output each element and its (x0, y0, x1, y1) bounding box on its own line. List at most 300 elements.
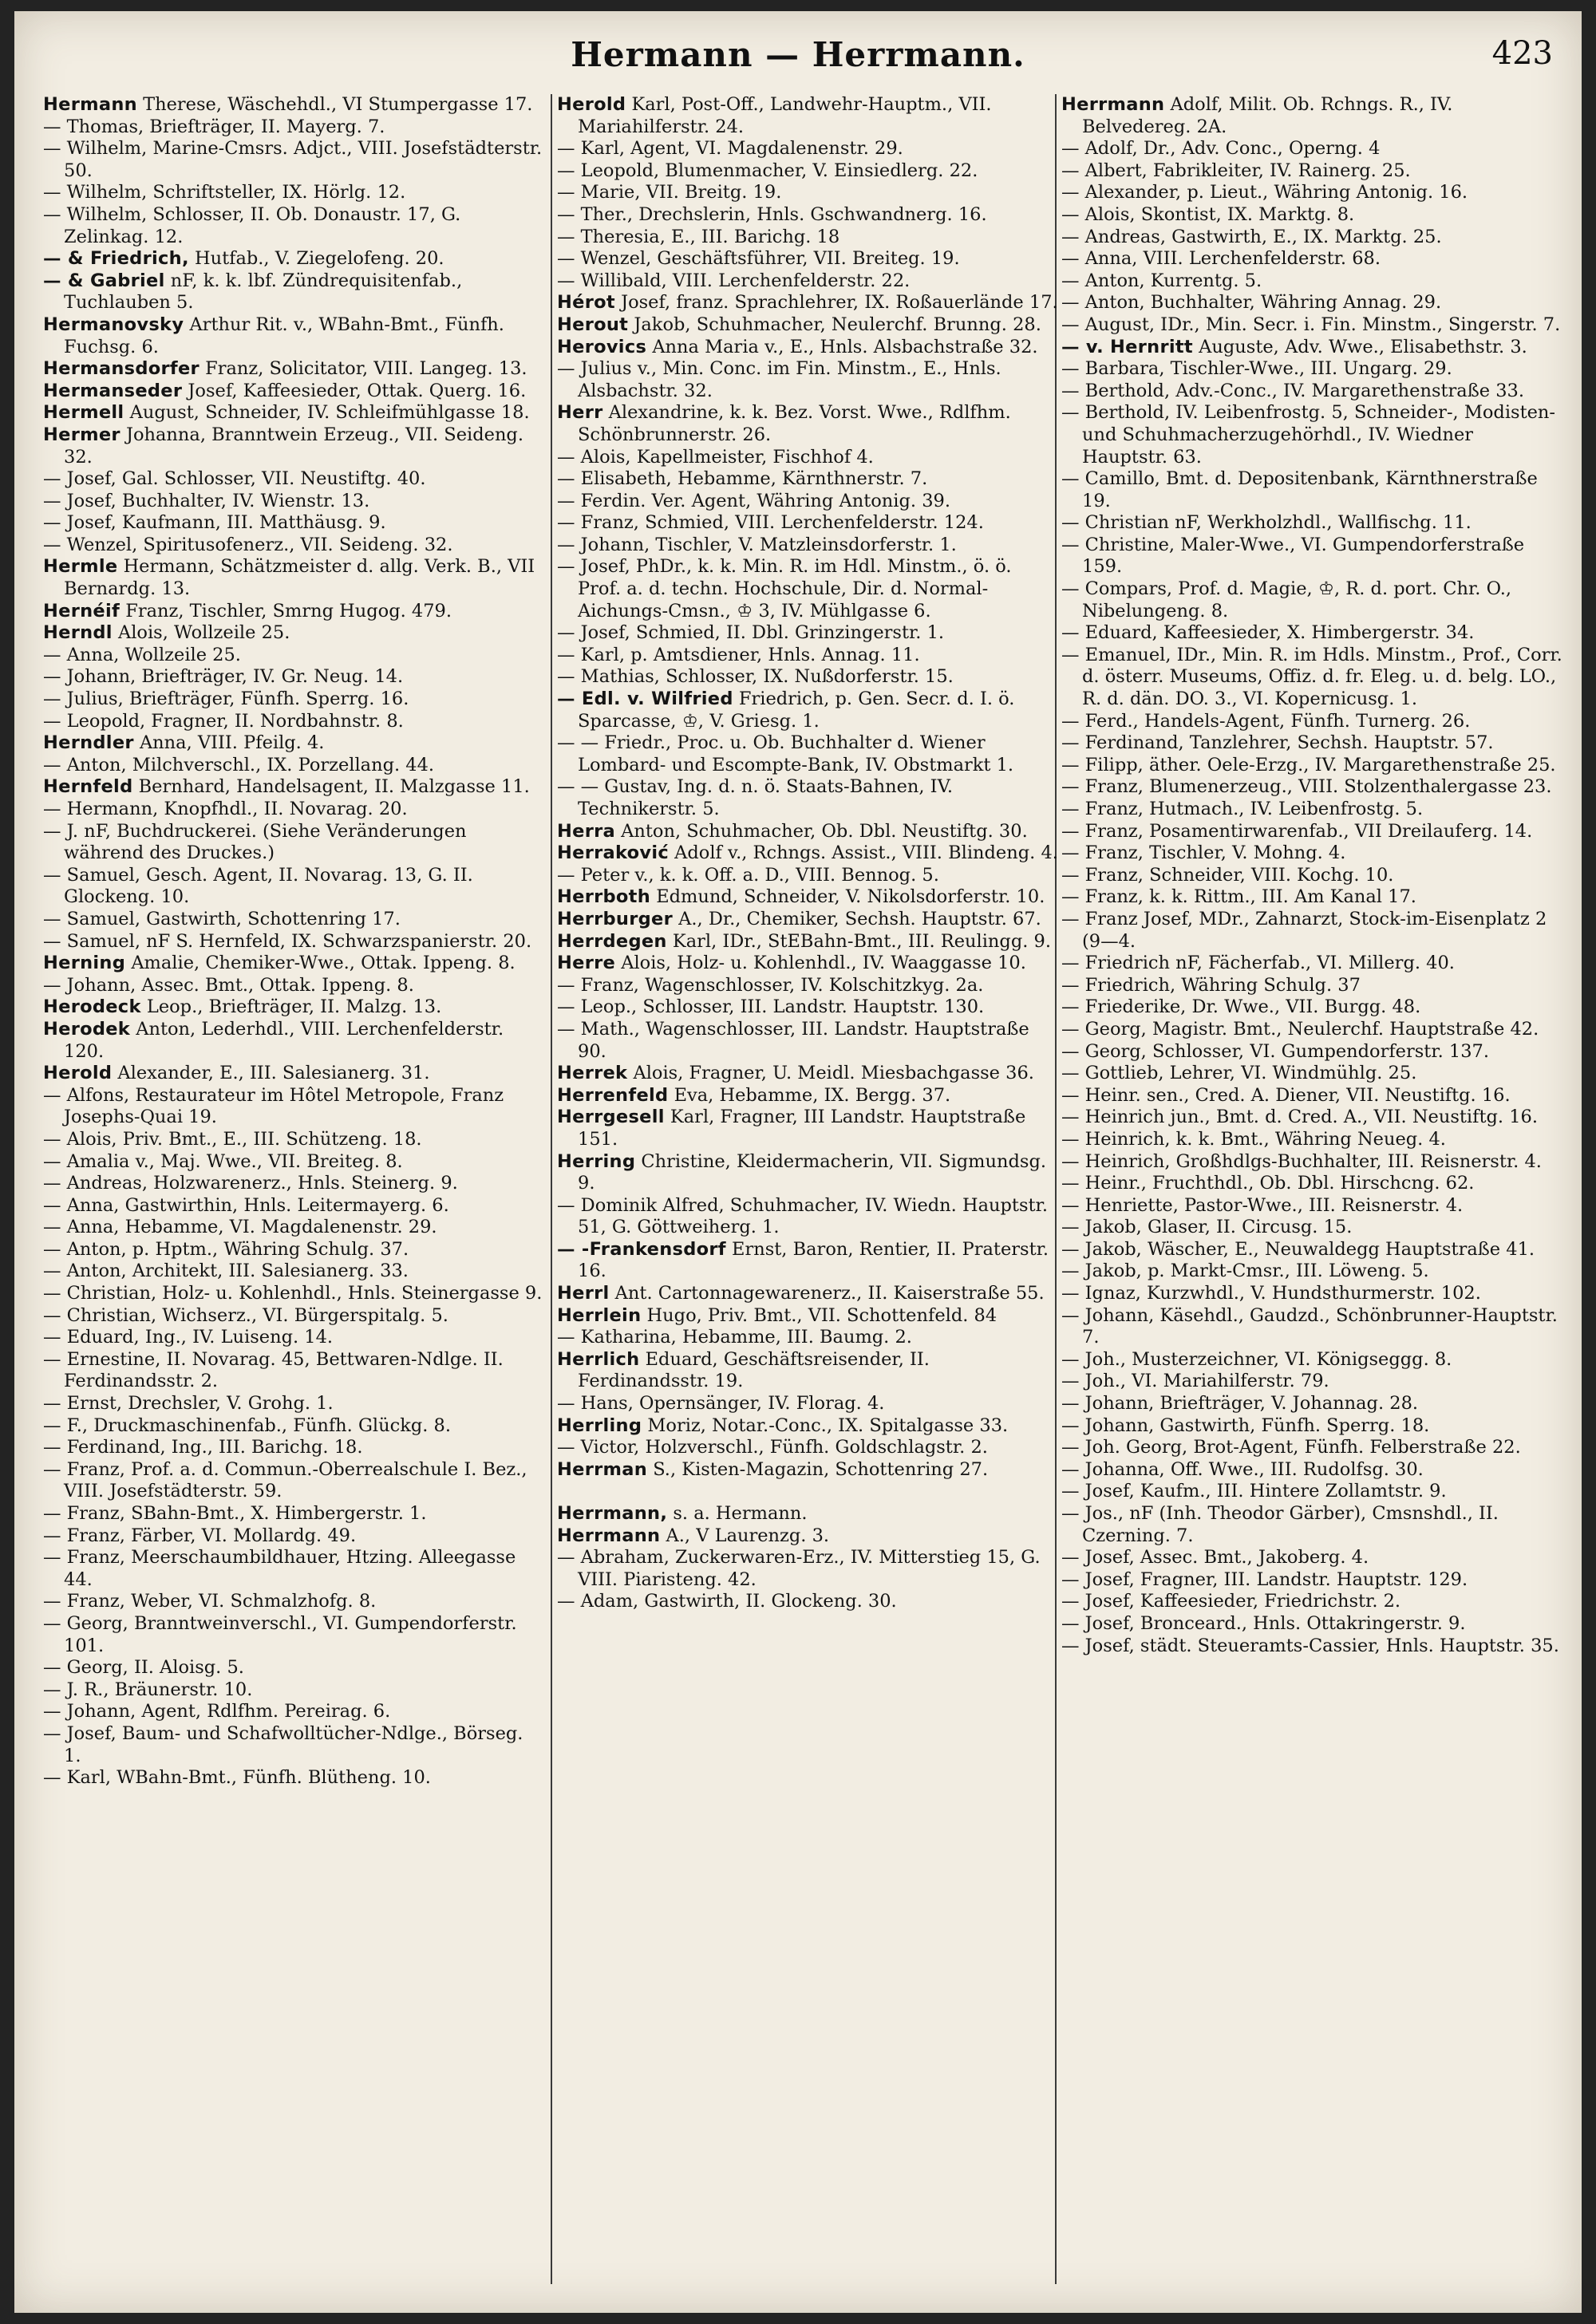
directory-entry: — Andreas, Holzwarenerz., Hnls. Steinerg. 9. (43, 1173, 458, 1194)
entry-details: Willibald, VIII. Lerchenfelderstr. 22. (580, 270, 911, 291)
entry-details: Ant. Cartonnagewarenerz., II. Kaiserstraße 55. (614, 1283, 1045, 1304)
entry-details: Heinrich, Großhdlgs-Buchhalter, III. Reisnerstr. 4. (1084, 1150, 1542, 1172)
entry-surname: Herrmann, (557, 1503, 668, 1524)
entry-details: Anton, Milchverschl., IX. Porzellang. 44. (66, 754, 435, 775)
entry-details: Anton, Architekt, III. Salesianerg. 33. (66, 1261, 409, 1282)
entry-details: Anna, Wollzeile 25. (66, 644, 241, 665)
directory-entry: — Georg, Magistr. Bmt., Neulerchf. Hauptstraße 42. (1061, 1018, 1539, 1040)
entry-details: Franz, Färber, VI. Mollardg. 49. (66, 1525, 357, 1546)
entry-details: Josef, Schmied, II. Dbl. Grinzingerstr. 1. (580, 622, 945, 644)
directory-entry (557, 953, 1060, 975)
directory-entry (1061, 94, 1564, 138)
entry-details: Barbara, Tischler-Wwe., III. Ungarg. 29. (1084, 358, 1452, 380)
directory-entry: — Jakob, Wäscher, E., Neuwaldegg Hauptstraße 41. (1061, 1238, 1535, 1260)
entry-details: Leop., Briefträger, II. Malzg. 13. (146, 996, 442, 1018)
entry-details: Julius v., Min. Conc. im Fin. Minstm., E., Hnls. Alsbachstr. 32. (578, 358, 1001, 401)
directory-entry: — Hermann, Knopfhdl., II. Novarag. 20. (43, 799, 408, 819)
entry-details: Ernestine, II. Novarag. 45, Bettwaren-Ndlge. II. Ferdinandsstr. 2. (64, 1348, 504, 1392)
entry-details: Anton, Kurrentg. 5. (1084, 270, 1262, 291)
directory-entry: — Franz, Weber, VI. Schmalzhofg. 8. (43, 1591, 377, 1612)
directory-entry (557, 909, 1060, 931)
directory-entry: — Josef, städt. Steueramts-Cassier, Hnls. Hauptstr. 35. (1061, 1635, 1559, 1656)
entry-details: Eduard, Kaffeesieder, X. Himbergerstr. 34. (1084, 622, 1475, 644)
entry-details: Adolf, Milit. Ob. Rchngs. R., IV. Belvedereg. 2A. (1082, 94, 1453, 137)
entry-surname: — & Friedrich, (43, 248, 189, 270)
directory-entry (43, 622, 546, 645)
directory-entry: — Wilhelm, Schlosser, II. Ob. Donaustr. 17, G. Zelinkag. 12. (43, 203, 461, 247)
entry-details: Franz, Wagenschlosser, IV. Kolschitzkyg. 2a. (580, 974, 984, 996)
entry-details: Franz Josef, MDr., Zahnarzt, Stock-im-Eisenplatz 2 (9—4. (1082, 908, 1547, 952)
entry-details: Josef, Baum- und Schafwolltücher-Ndlge., Börseg. 1. (64, 1722, 523, 1766)
directory-entry (43, 314, 546, 358)
directory-entry: — Franz, Blumenerzeug., VIII. Stolzenthalergasse 23. (1061, 776, 1552, 798)
directory-entry (557, 1151, 1060, 1195)
directory-entry (557, 292, 1060, 314)
directory-entry: — Franz, Wagenschlosser, IV. Kolschitzkyg. 2a. (557, 974, 984, 996)
directory-entry: — Heinrich jun., Bmt. d. Cred. A., VII. Neustiftg. 16. (1061, 1107, 1538, 1128)
directory-entry: — Abraham, Zuckerwaren-Erz., IV. Mitterstieg 15, G. VIII. Piaristeng. 42. (557, 1547, 1041, 1590)
entry-details: Josef, franz. Sprachlehrer, IX. Roßauerlände 17. (621, 292, 1058, 314)
entry-details: Mathias, Schlosser, IX. Nußdorferstr. 15. (580, 666, 954, 688)
directory-entry: — Josef, Gal. Schlosser, VII. Neustiftg. 40. (43, 468, 426, 490)
directory-entry: — Ferd., Handels-Agent, Fünfh. Turnerg. 26. (1061, 710, 1471, 732)
directory-entry: — Franz, Färber, VI. Mollardg. 49. (43, 1525, 357, 1546)
directory-entry (557, 1349, 1060, 1393)
entry-details: nF, k. k. lbf. Zündrequisitenfab., Tuchlauben 5. (64, 270, 463, 314)
directory-entry: — Josef, Kaufm., III. Hintere Zollamtstr. 9. (1061, 1481, 1447, 1502)
entry-details: Moriz, Notar.-Conc., IX. Spitalgasse 33. (647, 1415, 1009, 1436)
entry-details: Hermann, Schätzmeister d. allg. Verk. B., VII Bernardg. 13. (64, 556, 535, 600)
entry-details: Franz, Tischler, V. Mohng. 4. (1084, 842, 1346, 864)
entry-details: Anna, Gastwirthin, Hnls. Leitermayerg. 6. (66, 1194, 449, 1216)
directory-entry: — Josef, Assec. Bmt., Jakoberg. 4. (1061, 1547, 1369, 1568)
directory-entry: — Adam, Gastwirth, II. Glockeng. 30. (557, 1591, 897, 1612)
page-header (14, 35, 1582, 75)
directory-entry (43, 601, 546, 623)
entry-details: Hans, Opernsänger, IV. Florag. 4. (580, 1393, 885, 1415)
directory-entry: — Wenzel, Spiritusofenerz., VII. Seideng. 32. (43, 534, 453, 555)
directory-entry: — Anton, p. Hptm., Währing Schulg. 37. (43, 1238, 409, 1260)
entry-details: Filipp, äther. Oele-Erzg., IV. Margarethenstraße 25. (1084, 754, 1556, 775)
directory-entry (43, 556, 546, 600)
entry-details: Christine, Maler-Wwe., VI. Gumpendorferstraße 159. (1082, 534, 1525, 578)
directory-entry: — Gottlieb, Lehrer, VI. Windmühlg. 25. (1061, 1063, 1417, 1084)
entry-details: Dominik Alfred, Schuhmacher, IV. Wiedn. Hauptstr. 51, G. Göttweiherg. 1. (578, 1194, 1048, 1238)
directory-entry (557, 1239, 1060, 1283)
entry-details: Andreas, Gastwirth, E., IX. Marktg. 25. (1084, 226, 1442, 247)
entry-surname: — v. Hernritt (1061, 336, 1193, 357)
entry-details: F., Druckmaschinenfab., Fünfh. Glückg. 8. (66, 1415, 452, 1436)
directory-entry: — Josef, Fragner, III. Landstr. Hauptstr. 129. (1061, 1568, 1468, 1590)
entry-details: Heinr., Fruchthdl., Ob. Dbl. Hirschcng. 62. (1084, 1173, 1475, 1194)
entry-details: Franz, Meerschaumbildhauer, Htzing. Alleegasse 44. (64, 1547, 516, 1590)
entry-details: Berthold, Adv.-Conc., IV. Margarethenstraße 33. (1084, 380, 1524, 401)
directory-entry: — Johann, Agent, Rdlfhm. Pereirag. 6. (43, 1701, 391, 1722)
entry-surname: Herrman (557, 1458, 648, 1480)
directory-entry: — Franz, Hutmach., IV. Leibenfrostg. 5. (1061, 799, 1424, 819)
entry-details: Jakob, Schuhmacher, Neulerchf. Brunng. 28. (634, 314, 1041, 335)
directory-entry: — Johann, Gastwirth, Fünfh. Sperrg. 18. (1061, 1415, 1430, 1436)
entry-details: Johann, Käsehdl., Gaudzd., Schönbrunner-Hauptstr. 7. (1082, 1304, 1558, 1348)
directory-entry (557, 314, 1060, 337)
directory-entry (557, 1063, 1060, 1085)
entry-details: A., Dr., Chemiker, Sechsh. Hauptstr. 67. (678, 908, 1041, 929)
entry-surname: Herrmann (1061, 94, 1165, 115)
directory-entry: — Josef, Baum- und Schafwolltücher-Ndlge., Börseg. 1. (43, 1722, 523, 1766)
entry-details: Abraham, Zuckerwaren-Erz., IV. Mitterstieg 15, G. VIII. Piaristeng. 42. (578, 1547, 1041, 1590)
entry-details: Marie, VII. Breitg. 19. (580, 182, 782, 203)
entry-details: Anna, VIII. Lerchenfelderstr. 68. (1084, 248, 1381, 270)
directory-entry: — Joh. Georg, Brot-Agent, Fünfh. Felberstraße 22. (1061, 1437, 1521, 1458)
directory-entry: — Josef, Schmied, II. Dbl. Grinzingerstr. 1. (557, 622, 945, 644)
directory-entry: — Johann, Tischler, V. Matzleinsdorferstr. 1. (557, 534, 957, 555)
entry-details: Karl, p. Amtsdiener, Hnls. Annag. 11. (580, 644, 920, 665)
directory-entry: — Johann, Käsehdl., Gaudzd., Schönbrunner-Hauptstr. 7. (1061, 1304, 1558, 1348)
entry-details: Joh., Musterzeichner, VI. Königseggg. 8. (1084, 1348, 1452, 1370)
entry-surname: — Edl. v. Wilfried (557, 689, 733, 710)
entry-surname: Hermanseder (43, 380, 183, 401)
directory-entry: — Mathias, Schlosser, IX. Nußdorferstr. 15. (557, 666, 954, 688)
entry-details: Elisabeth, Hebamme, Kärnthnerstr. 7. (580, 468, 928, 490)
directory-entry: — Franz, Prof. a. d. Commun.-Oberrealschule I. Bez., VIII. Josefstädterstr. 59. (43, 1458, 527, 1502)
directory-entry: — Ferdin. Ver. Agent, Währing Antonig. 39. (557, 490, 950, 511)
directory-entry: — Anna, Wollzeile 25. (43, 644, 241, 665)
entry-details: Heinrich jun., Bmt. d. Cred. A., VII. Neustiftg. 16. (1084, 1107, 1538, 1128)
directory-entry: — Anna, Gastwirthin, Hnls. Leitermayerg. 6. (43, 1194, 449, 1216)
directory-entry (43, 248, 546, 270)
entry-details: Alexandrine, k. k. Bez. Vorst. Wwe., Rdlfhm. Schönbrunnerstr. 26. (578, 402, 1011, 445)
entry-details: Adolf v., Rchngs. Assist., VIII. Blindeng. 4. (674, 842, 1058, 864)
directory-entry: — Christine, Maler-Wwe., VI. Gumpendorferstraße 159. (1061, 534, 1525, 578)
entry-surname: Herrdegen (557, 930, 667, 952)
entry-surname: Herrgesell (557, 1107, 665, 1128)
directory-entry: — Alois, Kapellmeister, Fischhof 4. (557, 446, 874, 468)
entry-surname: Hernfeld (43, 776, 133, 798)
entry-details: Josef, Kaufmann, III. Matthäusg. 9. (66, 512, 386, 534)
directory-entry: — Christian, Holz- u. Kohlenhdl., Hnls. Steinergasse 9. (43, 1283, 543, 1304)
entry-details: Franz, Blumenerzeug., VIII. Stolzenthalergasse 23. (1084, 776, 1552, 798)
entry-details: Alois, Priv. Bmt., E., III. Schützeng. 18. (66, 1128, 422, 1150)
directory-entry: — Berthold, Adv.-Conc., IV. Margarethenstraße 33. (1061, 380, 1524, 401)
directory-entry: — Wenzel, Geschäftsführer, VII. Breiteg. 19. (557, 248, 960, 270)
entry-surname: Herrboth (557, 886, 651, 908)
entry-details: Adam, Gastwirth, II. Glockeng. 30. (580, 1591, 897, 1612)
entry-details: Adolf, Dr., Adv. Conc., Operng. 4 (1084, 138, 1381, 160)
directory-entry (557, 402, 1060, 446)
directory-entry: — Wilhelm, Marine-Cmsrs. Adjct., VIII. Josefstädterstr. 50. (43, 138, 543, 181)
directory-entry: — Jos., nF (Inh. Theodor Gärber), Cmsnshdl., II. Czerning. 7. (1061, 1503, 1499, 1546)
entry-details: Amalia v., Maj. Wwe., VII. Breiteg. 8. (66, 1150, 403, 1172)
directory-entry (43, 94, 546, 116)
directory-entry (43, 270, 546, 314)
entry-details: Ernst, Baron, Rentier, II. Praterstr. 16. (578, 1238, 1049, 1282)
entry-details: Alois, Kapellmeister, Fischhof 4. (580, 446, 874, 468)
directory-entry (557, 1085, 1060, 1107)
directory-entry: — — Friedr., Proc. u. Ob. Buchhalter d. Wiener Lombard- und Escompte-Bank, IV. Obstmarkt 1. (557, 732, 1014, 775)
entry-details: Leop., Schlosser, III. Landstr. Hauptstr. 130. (580, 996, 985, 1018)
entry-details: Franz, Tischler, Smrng Hugog. 479. (125, 600, 452, 621)
entry-details: Henriette, Pastor-Wwe., III. Reisnerstr. 4. (1084, 1194, 1464, 1216)
directory-entry: — Eduard, Ing., IV. Luiseng. 14. (43, 1327, 334, 1348)
directory-entry: — Anton, Buchhalter, Währing Annag. 29. (1061, 292, 1442, 314)
entry-surname: Herring (557, 1150, 636, 1172)
directory-entry: — Jakob, Glaser, II. Circusg. 15. (1061, 1217, 1353, 1238)
entry-details: Josef, PhDr., k. k. Min. R. im Hdl. Minstm., ö. ö. Prof. a. d. techn. Hochschule, Dir. d. Normal-Aichungs-Cmsn., ♔ 3, IV. Mühlgasse 6. (578, 556, 1012, 621)
directory-entry: — Elisabeth, Hebamme, Kärnthnerstr. 7. (557, 468, 928, 490)
entry-details: Ignaz, Kurzwhdl., V. Hundsthurmerstr. 102. (1084, 1283, 1481, 1304)
directory-entry: — Franz, Meerschaumbildhauer, Htzing. Alleegasse 44. (43, 1547, 516, 1590)
entry-details: Josef, Bronceard., Hnls. Ottakringerstr. 9. (1084, 1612, 1466, 1634)
directory-entry (43, 402, 546, 424)
directory-entry: — Friederike, Dr. Wwe., VII. Burgg. 48. (1061, 996, 1421, 1018)
directory-page (14, 11, 1582, 2313)
entry-details: Samuel, nF S. Hernfeld, IX. Schwarzspanierstr. 20. (66, 930, 532, 952)
directory-entry (43, 381, 546, 403)
entry-surname: — -Frankensdorf (557, 1238, 726, 1260)
directory-entry: — Georg, Branntweinverschl., VI. Gumpendorferstr. 101. (43, 1612, 517, 1656)
directory-entry: — Franz, SBahn-Bmt., X. Himbergerstr. 1. (43, 1503, 427, 1524)
entry-details: Anton, p. Hptm., Währing Schulg. 37. (66, 1238, 409, 1260)
entry-details: Thomas, Briefträger, II. Mayerg. 7. (66, 116, 385, 137)
entry-details: Franz, Solicitator, VIII. Langeg. 13. (205, 358, 527, 380)
entry-details: Julius, Briefträger, Fünfh. Sperrg. 16. (66, 689, 409, 710)
directory-entry (43, 358, 546, 381)
entry-details: Wilhelm, Schlosser, II. Ob. Donaustr. 17, G. Zelinkag. 12. (64, 203, 461, 247)
entry-details: Josef, Kaffeesieder, Ottak. Querg. 16. (188, 380, 527, 401)
entry-surname: Hermann (43, 94, 137, 115)
directory-entry (557, 1503, 1060, 1525)
directory-entry: — Alois, Priv. Bmt., E., III. Schützeng. 18. (43, 1128, 422, 1150)
directory-entry: — Franz, Posamentirwarenfab., VII Dreilauferg. 14. (1061, 820, 1533, 842)
directory-entry (43, 1063, 546, 1085)
entry-details: Camillo, Bmt. d. Depositenbank, Kärnthnerstraße 19. (1082, 468, 1538, 511)
entry-details: Friedrich, Währing Schulg. 37 (1084, 974, 1361, 996)
entry-details: Gottlieb, Lehrer, VI. Windmühlg. 25. (1084, 1063, 1417, 1084)
entry-surname: Hermell (43, 402, 124, 424)
entry-details: Josef, städt. Steueramts-Cassier, Hnls. Hauptstr. 35. (1084, 1635, 1559, 1656)
directory-entry (557, 842, 1060, 865)
entry-details: Victor, Holzverschl., Fünfh. Goldschlagstr. 2. (580, 1437, 988, 1458)
entry-details: Georg, II. Aloisg. 5. (66, 1657, 244, 1679)
entry-details: Joh. Georg, Brot-Agent, Fünfh. Felberstraße 22. (1084, 1437, 1521, 1458)
entry-surname: Herrlein (557, 1304, 642, 1326)
entry-details: Christian nF, Werkholzhdl., Wallfischg. 11. (1084, 512, 1472, 534)
entry-details: Wenzel, Geschäftsführer, VII. Breiteg. 19. (580, 248, 960, 270)
entry-details: Josef, Gal. Schlosser, VII. Neustiftg. 40. (66, 468, 426, 490)
entry-surname: Herold (43, 1063, 113, 1084)
directory-entry: — J. R., Bräunerstr. 10. (43, 1679, 253, 1700)
directory-entry: — Friedrich, Währing Schulg. 37 (1061, 974, 1361, 996)
directory-entry: — Peter v., k. k. Off. a. D., VIII. Bennog. 5. (557, 864, 939, 886)
directory-entry (1061, 337, 1564, 359)
entry-surname: Herr (557, 402, 603, 424)
directory-entry: — Marie, VII. Breitg. 19. (557, 182, 782, 203)
directory-entry: — Josef, PhDr., k. k. Min. R. im Hdl. Minstm., ö. ö. Prof. a. d. techn. Hochschule, Dir. d. Normal-Aichungs-Cmsn., ♔ 3, IV. Mühlgasse 6. (557, 556, 1012, 621)
directory-entry: — Johann, Assec. Bmt., Ottak. Ippeng. 8. (43, 974, 414, 996)
entry-details: Georg, Magistr. Bmt., Neulerchf. Hauptstraße 42. (1084, 1018, 1539, 1040)
directory-entry: — — Gustav, Ing. d. n. ö. Staats-Bahnen, IV. Technikerstr. 5. (557, 776, 954, 819)
entry-details: Samuel, Gastwirth, Schottenring 17. (66, 908, 401, 929)
directory-entry: — Compars, Prof. d. Magie, ♔, R. d. port. Chr. O., Nibelungeng. 8. (1061, 578, 1512, 621)
directory-entry: — Alexander, p. Lieut., Währing Antonig. 16. (1061, 182, 1468, 203)
directory-entry: — Georg, II. Aloisg. 5. (43, 1657, 244, 1679)
directory-entry: — Julius, Briefträger, Fünfh. Sperrg. 16. (43, 689, 409, 710)
entry-details: Leopold, Fragner, II. Nordbahnstr. 8. (66, 710, 404, 732)
directory-column-3 (1061, 94, 1564, 2296)
directory-entry: — Eduard, Kaffeesieder, X. Himbergerstr. 34. (1061, 622, 1475, 644)
directory-entry: — Ferdinand, Ing., III. Barichg. 18. (43, 1437, 363, 1458)
directory-entry: — Albert, Fabrikleiter, IV. Rainerg. 25. (1061, 160, 1411, 181)
directory-entry: — Leopold, Fragner, II. Nordbahnstr. 8. (43, 710, 404, 732)
entry-details: Ernst, Drechsler, V. Grohg. 1. (66, 1393, 334, 1415)
entry-surname: Hermanovsky (43, 314, 184, 335)
directory-entry: — Josef, Buchhalter, IV. Wienstr. 13. (43, 490, 370, 511)
entry-details: A., V Laurenzg. 3. (666, 1525, 830, 1546)
entry-details: Christine, Kleidermacherin, VII. Sigmundsg. 9. (578, 1150, 1047, 1194)
entry-details: Wenzel, Spiritusofenerz., VII. Seideng. 32. (66, 534, 453, 555)
directory-entry: — Adolf, Dr., Adv. Conc., Operng. 4 (1061, 138, 1381, 160)
entry-surname: Herodeck (43, 996, 141, 1018)
entry-details: Compars, Prof. d. Magie, ♔, R. d. port. Chr. O., Nibelungeng. 8. (1082, 578, 1512, 621)
entry-details: Alois, Holz- u. Kohlenhdl., IV. Waaggasse 10. (621, 953, 1026, 974)
directory-entry: — J. nF, Buchdruckerei. (Siehe Veränderungen während des Druckes.) (43, 820, 467, 864)
entry-details: J. nF, Buchdruckerei. (Siehe Veränderungen während des Druckes.) (64, 820, 467, 864)
entry-details: Hermann, Knopfhdl., II. Novarag. 20. (66, 799, 408, 819)
directory-entry: — Barbara, Tischler-Wwe., III. Ungarg. 29. (1061, 358, 1452, 380)
entry-surname: Herra (557, 820, 615, 842)
entry-details: Alexander, E., III. Salesianerg. 31. (117, 1063, 430, 1084)
directory-entry: — Karl, p. Amtsdiener, Hnls. Annag. 11. (557, 644, 920, 665)
entry-details: Hugo, Priv. Bmt., VII. Schottenfeld. 84 (646, 1304, 998, 1326)
directory-entry: — Franz, k. k. Rittm., III. Am Kanal 17. (1061, 886, 1416, 908)
entry-details: Franz, Posamentirwarenfab., VII Dreilauferg. 14. (1084, 820, 1533, 842)
entry-details: Josef, Fragner, III. Landstr. Hauptstr. 129. (1084, 1568, 1468, 1590)
directory-entry: — Christian, Wichserz., VI. Bürgerspitalg. 5. (43, 1304, 448, 1326)
entry-surname: Hermansdorfer (43, 358, 200, 380)
directory-entry: — Amalia v., Maj. Wwe., VII. Breiteg. 8. (43, 1150, 403, 1172)
entry-details: August, Schneider, IV. Schleifmühlgasse 18. (129, 402, 530, 424)
entry-details: Andreas, Holzwarenerz., Hnls. Steinerg. 9. (66, 1173, 458, 1194)
entry-details: Jos., nF (Inh. Theodor Gärber), Cmsnshdl., II. Czerning. 7. (1082, 1503, 1499, 1546)
directory-entry: — Josef, Kaufmann, III. Matthäusg. 9. (43, 512, 386, 534)
entry-details: — Gustav, Ing. d. n. ö. Staats-Bahnen, IV. Technikerstr. 5. (578, 776, 954, 819)
entry-details: Therese, Wäschehdl., VI Stumpergasse 17. (143, 94, 533, 115)
entry-details: Friedrich, p. Gen. Secr. d. I. ö. Sparcasse, ♔, V. Griesg. 1. (578, 689, 1015, 732)
column-divider (551, 94, 552, 2284)
directory-entry: — Heinrich, Großhdlgs-Buchhalter, III. Reisnerstr. 4. (1061, 1150, 1542, 1172)
entry-surname: Herndl (43, 622, 113, 644)
entry-details: Math., Wagenschlosser, III. Landstr. Hauptstraße 90. (578, 1018, 1029, 1062)
directory-entry: — Ernst, Drechsler, V. Grohg. 1. (43, 1393, 334, 1415)
directory-entry (557, 931, 1060, 953)
entry-surname: Herrling (557, 1415, 642, 1436)
entry-details: Anton, Buchhalter, Währing Annag. 29. (1084, 292, 1442, 314)
entry-details: Ferdin. Ver. Agent, Währing Antonig. 39. (580, 490, 950, 511)
entry-details: Johanna, Branntwein Erzeug., VII. Seideng. 32. (64, 424, 523, 468)
directory-entry: — Thomas, Briefträger, II. Mayerg. 7. (43, 116, 385, 137)
entry-details: Anton, Schuhmacher, Ob. Dbl. Neustiftg. 30. (621, 820, 1028, 842)
entry-details: Johann, Agent, Rdlfhm. Pereirag. 6. (66, 1701, 391, 1722)
entry-details: Johann, Briefträger, V. Johannag. 28. (1084, 1393, 1419, 1415)
entry-details: Eduard, Geschäftsreisender, II. Ferdinandsstr. 19. (578, 1348, 930, 1392)
entry-details: S., Kisten-Magazin, Schottenring 27. (653, 1458, 989, 1480)
entry-surname: Hermle (43, 556, 118, 578)
directory-entry: — Anna, VIII. Lerchenfelderstr. 68. (1061, 248, 1381, 270)
directory-entry: — Anton, Architekt, III. Salesianerg. 33. (43, 1261, 409, 1282)
directory-entry: — Anna, Hebamme, VI. Magdalenenstr. 29. (43, 1217, 437, 1238)
entry-details: Anna, VIII. Pfeilg. 4. (139, 732, 325, 754)
directory-entry: — August, IDr., Min. Secr. i. Fin. Minstm., Singerstr. 7. (1061, 314, 1561, 335)
directory-entry: — Jakob, p. Markt-Cmsr., III. Löweng. 5. (1061, 1261, 1429, 1282)
entry-details: Alexander, p. Lieut., Währing Antonig. 16. (1084, 182, 1468, 203)
entry-details: Friederike, Dr. Wwe., VII. Burgg. 48. (1084, 996, 1421, 1018)
directory-entry: — Johann, Briefträger, IV. Gr. Neug. 14. (43, 666, 404, 688)
entry-details: Amalie, Chemiker-Wwe., Ottak. Ippeng. 8. (131, 953, 516, 974)
entry-details: Anna Maria v., E., Hnls. Alsbachstraße 32. (652, 336, 1038, 357)
directory-entry: — Georg, Schlosser, VI. Gumpendorferstr. 137. (1061, 1040, 1490, 1062)
directory-entry: — Leopold, Blumenmacher, V. Einsiedlerg. 22. (557, 160, 978, 181)
directory-entry: — Filipp, äther. Oele-Erzg., IV. Margarethenstraße 25. (1061, 754, 1556, 775)
entry-surname: Herrmann (557, 1525, 661, 1546)
entry-details: Auguste, Adv. Wwe., Elisabethstr. 3. (1199, 336, 1527, 357)
directory-entry: — Willibald, VIII. Lerchenfelderstr. 22. (557, 270, 911, 291)
directory-entry: — Ferdinand, Tanzlehrer, Sechsh. Hauptstr. 57. (1061, 732, 1494, 754)
directory-entry: — Theresia, E., III. Barichg. 18 (557, 226, 840, 247)
directory-entry: — Samuel, nF S. Hernfeld, IX. Schwarzspanierstr. 20. (43, 930, 532, 952)
directory-entry (557, 1107, 1060, 1150)
entry-details: Franz, Weber, VI. Schmalzhofg. 8. (66, 1591, 377, 1612)
entry-details: Josef, Assec. Bmt., Jakoberg. 4. (1084, 1547, 1369, 1568)
entry-details: Karl, Post-Off., Landwehr-Hauptm., VII. Mariahilferstr. 24. (578, 94, 992, 137)
entry-surname: Herndler (43, 732, 134, 754)
directory-entry: — Josef, Bronceard., Hnls. Ottakringerstr. 9. (1061, 1612, 1466, 1634)
entry-details: Arthur Rit. v., WBahn-Bmt., Fünfh. Fuchsg. 6. (64, 314, 504, 357)
directory-entry: — Karl, Agent, VI. Magdalenenstr. 29. (557, 138, 903, 160)
directory-entry: — Franz, Tischler, V. Mohng. 4. (1061, 842, 1346, 864)
directory-entry: — Franz, Schneider, VIII. Kochg. 10. (1061, 864, 1394, 886)
entry-details: Johann, Gastwirth, Fünfh. Sperrg. 18. (1084, 1415, 1430, 1436)
entry-details: Josef, Kaufm., III. Hintere Zollamtstr. 9. (1084, 1481, 1447, 1502)
entry-surname: Herrenfeld (557, 1084, 669, 1106)
directory-entry (557, 886, 1060, 909)
entry-details: Franz, Hutmach., IV. Leibenfrostg. 5. (1084, 799, 1424, 819)
entry-details: Friedrich nF, Fächerfab., VI. Millerg. 40. (1084, 953, 1455, 974)
entry-details: Wilhelm, Schriftsteller, IX. Hörlg. 12. (66, 182, 406, 203)
directory-entry: — Samuel, Gastwirth, Schottenring 17. (43, 908, 401, 929)
directory-entry: — Leop., Schlosser, III. Landstr. Hauptstr. 130. (557, 996, 985, 1018)
entry-surname: Herold (557, 94, 626, 115)
entry-details: Anton, Lederhdl., VIII. Lerchenfelderstr. 120. (64, 1018, 504, 1062)
entry-details: Johanna, Off. Wwe., III. Rudolfsg. 30. (1084, 1458, 1424, 1480)
entry-details: Christian, Holz- u. Kohlenhdl., Hnls. Steinergasse 9. (66, 1283, 543, 1304)
entry-details: J. R., Bräunerstr. 10. (66, 1679, 253, 1700)
entry-surname: Herraković (557, 842, 669, 864)
directory-entry (557, 1415, 1060, 1438)
directory-entry: — Johanna, Off. Wwe., III. Rudolfsg. 30. (1061, 1458, 1424, 1480)
entry-details: Peter v., k. k. Off. a. D., VIII. Bennog. 5. (580, 864, 939, 886)
directory-entry: — Joh., Musterzeichner, VI. Königseggg. 8. (1061, 1348, 1452, 1370)
directory-entry: — Math., Wagenschlosser, III. Landstr. Hauptstraße 90. (557, 1018, 1029, 1062)
directory-entry: — Hans, Opernsänger, IV. Florag. 4. (557, 1393, 885, 1415)
directory-entry: — Franz, Schmied, VIII. Lerchenfelderstr. 124. (557, 512, 984, 534)
directory-entry: — Berthold, IV. Leibenfrostg. 5, Schneider-, Modisten- und Schuhmacherzugehörhdl., IV. Wiedner Hauptstr. 63. (1061, 402, 1556, 468)
entry-details: Jakob, Wäscher, E., Neuwaldegg Hauptstraße 41. (1084, 1238, 1535, 1260)
directory-entry: — Katharina, Hebamme, III. Baumg. 2. (557, 1327, 912, 1348)
directory-entry (557, 689, 1060, 732)
directory-entry: — Joh., VI. Mariahilferstr. 79. (1061, 1371, 1329, 1392)
directory-entry (557, 1305, 1060, 1328)
entry-surname: Herrburger (557, 908, 673, 929)
